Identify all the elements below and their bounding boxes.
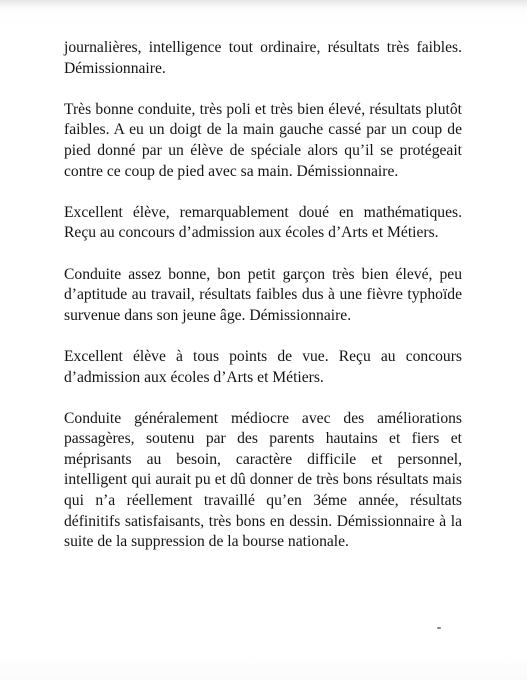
scan-speck [437,627,441,629]
paragraph-1: journalières, intelligence tout ordinaire, résultats très faibles. Démissionnaire. [64,39,462,77]
paragraph-5: Excellent élève à tous points de vue. Reçu au concours d’admission aux écoles d’Arts et Métiers. [64,347,462,386]
paragraph-6: Conduite généralement médiocre avec des améliorations passagères, soutenu par des parents hautains et fiers et méprisants au besoin, caractère difficile et personnel, intelligent qui aurait pu et dû donner de très bons résultats mais qui n’a réellement travaillé qu’en 3éme année, résultats définitifs satisfaisants, très bons en dessin. Démissionnaire à la suite de la suppression de la bourse nationale. [64,409,462,551]
paragraph-4: Conduite assez bonne, bon petit garçon très bien élevé, peu d’aptitude au travail, résultats faibles dus à une fièvre typhoïde survenue dans son jeune âge. Démissionnaire. [64,265,462,324]
scan-edge-shadow [0,0,527,8]
paragraph-2: Très bonne conduite, très poli et très bien élevé, résultats plutôt faibles. A eu un doigt de la main gauche cassé par un coup de pied donné par un élève de spéciale alors qu’il se protégeait contre ce coup de pied avec sa main. Démissionnaire. [64,100,462,180]
paragraph-3: Excellent élève, remarquablement doué en mathématiques. Reçu au concours d’admission aux écoles d’Arts et Métiers. [64,203,462,242]
text-body [64,38,462,573]
